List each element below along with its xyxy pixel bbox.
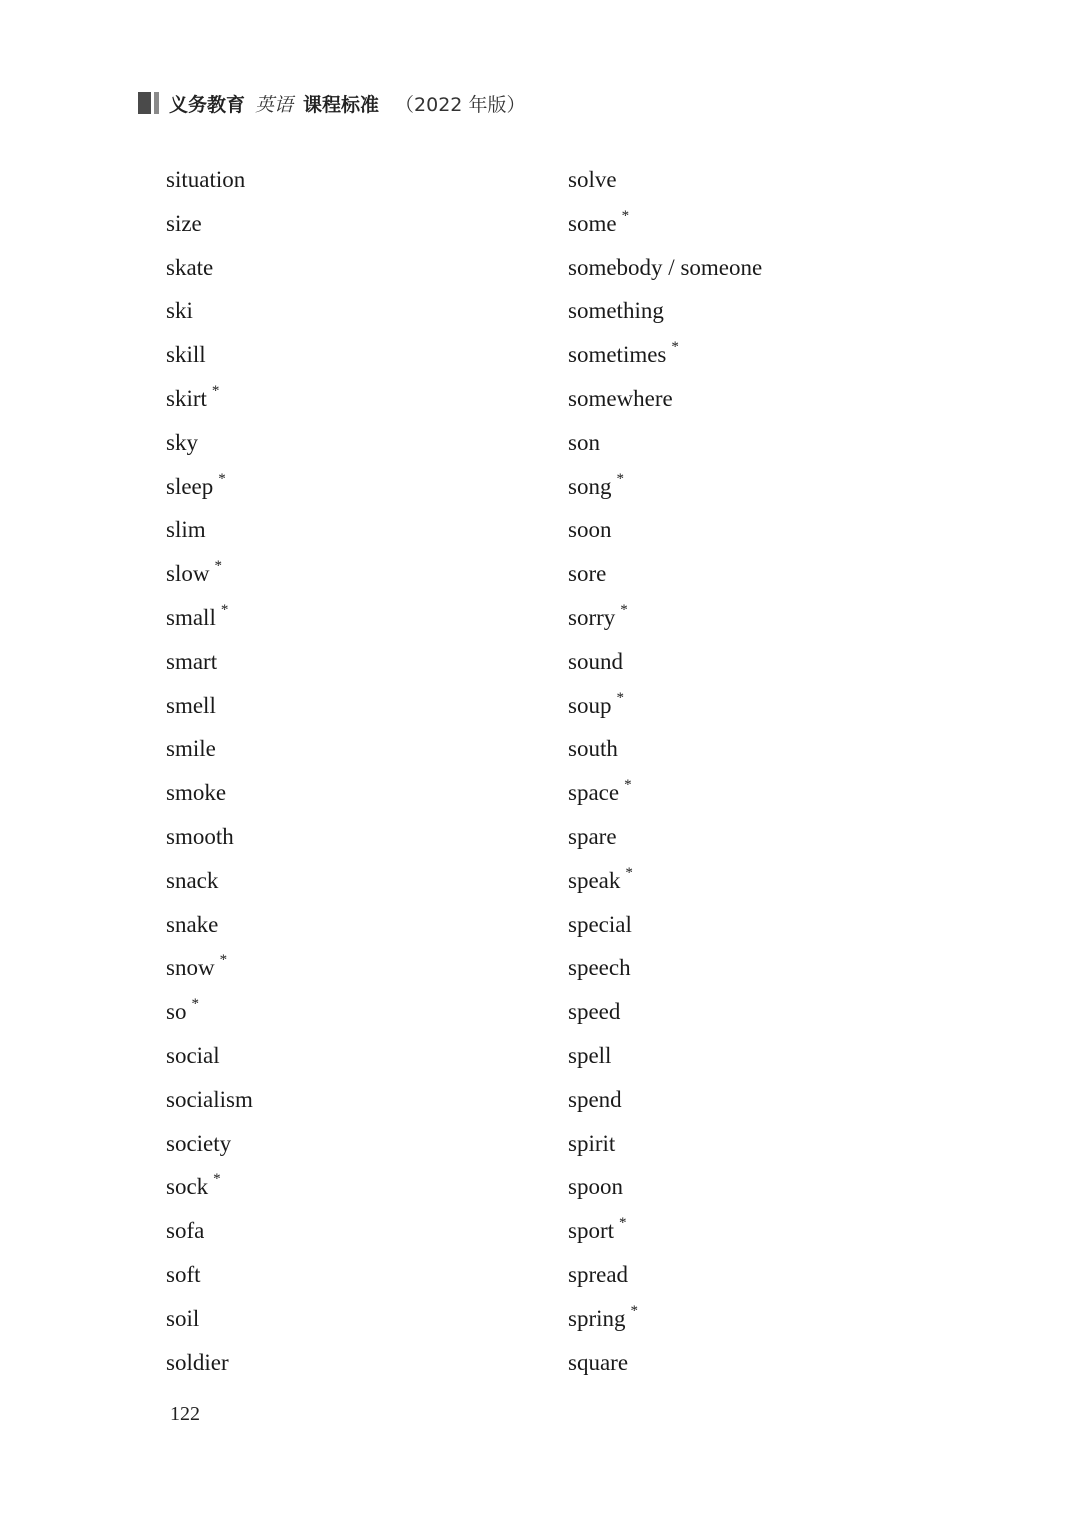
word-item [166, 1213, 253, 1257]
word-text: so [166, 999, 187, 1025]
word-text: special [568, 911, 632, 937]
header-title-part-c: 课程标准 [303, 93, 380, 116]
word-text: speech [568, 955, 631, 981]
word-item [166, 1082, 253, 1126]
word-text: square [568, 1349, 629, 1375]
word-text: song [568, 473, 612, 499]
asterisk-mark: * [219, 952, 228, 969]
word-item [568, 381, 762, 425]
word-item [568, 206, 762, 250]
page-number: 122 [170, 1403, 200, 1425]
word-text: solve [568, 167, 617, 192]
word-text: skill [166, 342, 206, 368]
word-item [166, 775, 253, 819]
word-text: ski [166, 298, 193, 324]
word-item [568, 1301, 762, 1345]
header-bar-icon [138, 92, 159, 114]
word-item [568, 469, 762, 513]
word-item [166, 600, 253, 644]
word-text: sleep [166, 473, 214, 499]
word-item [568, 863, 762, 907]
running-header [138, 88, 525, 118]
word-text: sore [568, 561, 607, 587]
word-item [568, 1213, 762, 1257]
word-text: slow [166, 561, 210, 587]
word-text: small [166, 604, 216, 630]
word-text: smile [166, 736, 216, 762]
word-text: society [166, 1130, 232, 1156]
word-item [166, 863, 253, 907]
word-text: sock [166, 1174, 209, 1200]
word-text: spare [568, 823, 617, 849]
word-item [568, 1345, 762, 1389]
word-text: soil [166, 1305, 200, 1331]
word-text: space [568, 780, 620, 806]
asterisk-mark: * [213, 1171, 221, 1188]
asterisk-mark: * [624, 777, 632, 794]
word-item [166, 293, 253, 337]
word-text: somebody / someone [568, 254, 763, 280]
word-item [568, 819, 762, 863]
word-text: sport [568, 1218, 614, 1244]
word-text: snake [166, 911, 219, 937]
word-item [568, 293, 762, 337]
word-text: some [568, 210, 617, 236]
word-item [166, 1169, 253, 1213]
word-text: snack [166, 867, 219, 893]
asterisk-mark: * [214, 558, 222, 575]
word-item [568, 994, 762, 1038]
word-text: sound [568, 648, 623, 674]
word-list-left [166, 162, 253, 1388]
word-item [166, 206, 253, 250]
word-item [166, 469, 253, 513]
word-text: son [568, 429, 600, 455]
word-item [166, 556, 253, 600]
word-text: something [568, 298, 664, 324]
word-item [166, 907, 253, 951]
word-text: soft [166, 1261, 201, 1287]
word-text: snow [166, 955, 215, 981]
word-text: speed [568, 999, 621, 1025]
word-text: slim [166, 517, 206, 543]
word-text: skirt [166, 385, 207, 411]
word-text: sky [166, 429, 198, 455]
word-text: social [166, 1042, 220, 1068]
word-text: smooth [166, 823, 234, 849]
word-item [166, 1257, 253, 1301]
word-item [166, 819, 253, 863]
word-text: socialism [166, 1086, 253, 1112]
word-item [166, 425, 253, 469]
word-item [568, 1082, 762, 1126]
word-item [568, 425, 762, 469]
header-title [169, 90, 525, 117]
word-text: spell [568, 1042, 612, 1068]
asterisk-mark: * [616, 470, 624, 487]
word-text: soon [568, 517, 612, 543]
word-item [568, 1126, 762, 1170]
word-item [166, 512, 253, 556]
word-item [166, 644, 253, 688]
header-title-part-d: （2022 年版） [395, 93, 526, 116]
word-item [568, 556, 762, 600]
asterisk-mark: * [625, 864, 633, 881]
word-item [166, 337, 253, 381]
word-text: spread [568, 1261, 629, 1287]
word-item [568, 600, 762, 644]
word-item [568, 1038, 762, 1082]
asterisk-mark: * [671, 339, 679, 356]
asterisk-mark: * [191, 996, 199, 1013]
word-text: spirit [568, 1130, 616, 1156]
word-item [166, 688, 253, 732]
word-item [568, 162, 762, 206]
word-text: smell [166, 692, 216, 718]
word-item [568, 250, 762, 294]
word-item [166, 1345, 253, 1389]
word-item [166, 250, 253, 294]
word-item [166, 381, 253, 425]
asterisk-mark: * [620, 601, 628, 618]
asterisk-mark: * [630, 1302, 638, 1319]
word-text: size [166, 210, 202, 236]
header-title-part-b: 英语 [255, 93, 294, 116]
asterisk-mark: * [218, 470, 226, 487]
word-item [166, 731, 253, 775]
word-text: spend [568, 1086, 622, 1112]
word-item [568, 1169, 762, 1213]
word-item [166, 1126, 253, 1170]
word-item [568, 907, 762, 951]
word-text: situation [166, 167, 246, 192]
word-item [568, 731, 762, 775]
word-text: sometimes [568, 342, 667, 368]
word-list-right [568, 162, 762, 1388]
word-item [166, 950, 253, 994]
asterisk-mark: * [211, 382, 220, 399]
word-text: somewhere [568, 385, 673, 411]
asterisk-mark: * [616, 689, 624, 706]
word-item [568, 775, 762, 819]
asterisk-mark: * [619, 1215, 627, 1232]
word-text: skate [166, 254, 214, 280]
word-text: spoon [568, 1174, 623, 1200]
word-text: soldier [166, 1349, 229, 1375]
word-text: smart [166, 648, 218, 674]
word-item [568, 688, 762, 732]
word-text: smoke [166, 780, 227, 806]
word-item [568, 1257, 762, 1301]
word-text: sorry [568, 604, 616, 630]
word-item [568, 950, 762, 994]
word-item [166, 1038, 253, 1082]
word-item [568, 512, 762, 556]
word-item [166, 994, 253, 1038]
asterisk-mark: * [220, 601, 229, 618]
word-text: sofa [166, 1218, 205, 1244]
word-text: south [568, 736, 618, 762]
word-item [166, 1301, 253, 1345]
header-title-part-a: 义务教育 [169, 93, 246, 116]
word-text: speak [568, 867, 621, 893]
word-item [166, 162, 253, 206]
word-text: spring [568, 1305, 626, 1331]
asterisk-mark: * [621, 207, 630, 224]
word-text: soup [568, 692, 612, 718]
word-item [568, 337, 762, 381]
word-item [568, 644, 762, 688]
